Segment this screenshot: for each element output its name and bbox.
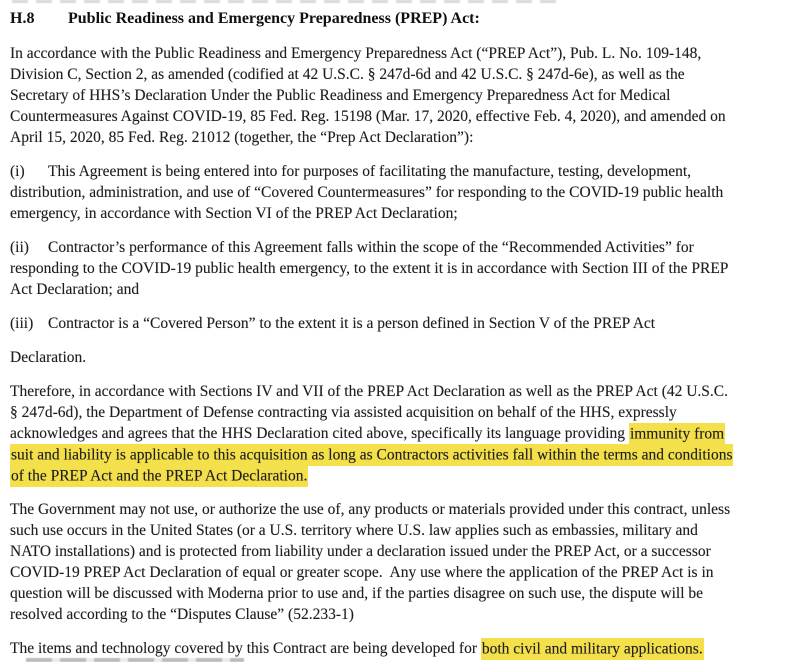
paragraph [10,161,790,224]
text-segment: The items and technology covered by this Contract are being developed for [10,640,481,657]
text-line [10,279,790,300]
text-line [10,465,790,486]
text-segment: Contractor is a “Covered Person” to the extent it is a person defined in Section V of the PREP Act [48,315,656,332]
text-line [10,64,790,85]
text-segment: acknowledges and agrees that the HHS Declaration cited above, specifically its language providing [10,425,629,442]
paragraph [10,237,790,300]
text-segment: distribution, administration, and use of “Covered Countermeasures” for responding to the COVID-19 public health [10,184,724,201]
paragraph [10,313,790,334]
text-line [10,237,790,258]
text-line [10,562,790,583]
text-line [10,402,790,423]
text-segment: This Agreement is being entered into for purposes of facilitating the manufacture, testing, development, [48,163,692,180]
text-line [10,541,790,562]
text-segment: Countermeasures Against COVID-19, 85 Fed. Reg. 15198 (Mar. 17, 2020, effective Feb. 4, 2020), and amended on [10,108,726,125]
text-segment: COVID-19 PREP Act Declaration of equal or greater scope. Any use where the application of the PREP Act is in [10,564,714,581]
text-line [10,604,790,625]
text-segment: resolved according to the “Disputes Clause” (52.233-1) [10,606,354,623]
document-body [10,43,790,659]
text-line [10,347,790,368]
text-line [10,258,790,279]
paragraph [10,381,790,486]
text-line [10,106,790,127]
paragraph-label: (ii) [10,239,29,256]
paragraph [10,638,790,659]
section-heading [10,8,790,30]
text-line [10,85,790,106]
cropped-text-artifact-top [12,0,557,3]
text-line [10,182,790,203]
text-segment: Contractor’s performance of this Agreement falls within the scope of the “Recommended Activities” for [48,239,694,256]
paragraph-label: (iii) [10,315,34,332]
highlighted-text: suit and liability is applicable to this acquisition as long as Contractors activities fall within the terms and conditions [10,444,733,467]
text-line [10,127,790,148]
text-line [10,499,790,520]
text-segment: Secretary of HHS’s Declaration Under the Public Readiness and Emergency Preparedness Act for Medical [10,87,671,104]
text-line [10,583,790,604]
paragraph [10,43,790,148]
text-segment: Therefore, in accordance with Sections IV and VII of the PREP Act Declaration as well as the PREP Act (42 U.S.C. [10,383,729,400]
text-line [10,381,790,402]
text-segment: April 15, 2020, 85 Fed. Reg. 21012 (together, the “Prep Act Declaration”): [10,129,474,146]
highlighted-text: of the PREP Act and the PREP Act Declaration. [10,465,308,488]
text-segment: NATO installations) and is protected from liability under a declaration issued under the PREP Act, or a successor [10,543,711,560]
text-segment: § 247d-6d), the Department of Defense contracting via assisted acquisition on behalf of the HHS, expressly [10,404,677,421]
text-line [10,638,790,659]
paragraph [10,347,790,368]
text-line [10,43,790,64]
text-line [10,313,790,334]
paragraph-label: (i) [10,163,25,180]
text-segment: Act Declaration; and [10,281,140,298]
text-line [10,520,790,541]
text-line [10,423,790,444]
highlighted-text: both civil and military applications. [481,638,704,661]
text-segment: The Government may not use, or authorize the use of, any products or materials provided under this contract, unless [10,501,731,518]
text-segment: question will be discussed with Moderna prior to use and, if the parties disagree on such use, the dispute will be [10,585,704,602]
section-title: Public Readiness and Emergency Preparedness (PREP) Act: [68,10,480,27]
text-line [10,203,790,224]
text-segment: Division C, Section 2, as amended (codified at 42 U.S.C. § 247d-6d and 42 U.S.C. § 247d-6e), as well as the [10,66,685,83]
paragraph [10,499,790,625]
text-line [10,444,790,465]
text-segment: responding to the COVID-19 public health emergency, to the extent it is in accordance with Section III of the PREP [10,260,729,277]
text-line [10,161,790,182]
text-segment: emergency, in accordance with Section VI of the PREP Act Declaration; [10,205,458,222]
highlighted-text: immunity from [629,423,725,446]
text-segment: In accordance with the Public Readiness and Emergency Preparedness Act (“PREP Act”), Pub. L. No. 109-148, [10,45,702,62]
section-number: H.8 [10,10,35,27]
text-segment: Declaration. [10,349,87,366]
text-segment: such use occurs in the United States (or a U.S. territory where U.S. law applies such as embassies, military and [10,522,698,539]
